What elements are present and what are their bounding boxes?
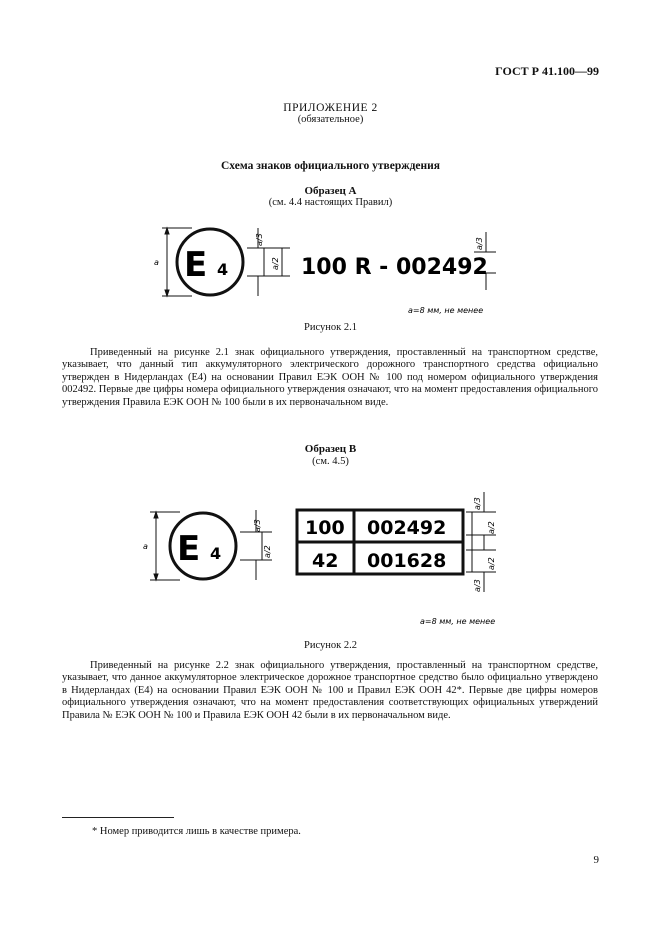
dim-third-label-b2: a/3 xyxy=(473,497,482,510)
dim-third-label-2: a/3 xyxy=(475,237,484,250)
page-number: 9 xyxy=(593,854,599,866)
annex-title: ПРИЛОЖЕНИЕ 2 xyxy=(283,102,378,114)
scheme-title: Схема знаков официального утверждения xyxy=(220,160,441,172)
table-row-2-number: 001628 xyxy=(367,550,447,572)
dim-half-label-b: a/2 xyxy=(263,545,272,558)
sample-a-title: Образец А xyxy=(304,185,357,197)
dim-half-label-b3: a/2 xyxy=(487,557,496,570)
dim-third-label-b3: a/3 xyxy=(473,579,482,592)
approval-number: 100 R - 002492 xyxy=(301,255,488,280)
mark-digit: 4 xyxy=(217,260,229,279)
figure-2-2-caption: Рисунок 2.2 xyxy=(304,640,357,651)
paragraph-1: Приведенный на рисунке 2.1 знак официального утверждения, проставленный на транспортном средстве, указывает, что данный тип аккумуляторного электрического дорожного транспортного средства официально утвержден в Нидерландах (Е4) на основании Правил ЕЭК ООН № 100 под номером официального утверждения 002492. Первые две цифры номера официального утверждения означают, что на момент предоставления официального утверждения Правила ЕЭК ООН № 100 были в их первоначальном виде. xyxy=(62,347,598,408)
min-size-note-b: a=8 мм, не менее xyxy=(420,617,496,626)
footnote: * Номер приводится лишь в качестве примера. xyxy=(92,826,301,837)
dim-half-label: a/2 xyxy=(271,257,280,270)
paragraph-2: Приведенный на рисунке 2.2 знак официального утверждения, проставленный на транспортном средстве, указывает, что данное аккумуляторное электрическое дорожное транспортное средство было официально утверждено в Нидерландах (Е4) на основании Правил ЕЭК ООН № 100 и Правил ЕЭК ООН 42*. Первые две цифры номеров официального утверждения означают, что на момент предоставления соответствующих официальных утверждений Правила № ЕЭК ООН № 100 и Правила ЕЭК ООН 42 были в их первоначальном виде. xyxy=(62,660,598,721)
mark-digit-b: 4 xyxy=(210,544,222,563)
mark-letter: E xyxy=(184,245,208,285)
dim-a-label: a xyxy=(154,258,159,267)
table-row-1-regulation: 100 xyxy=(305,517,345,539)
dim-a-label-b: a xyxy=(143,542,148,551)
min-size-note: a=8 мм, не менее xyxy=(408,306,484,315)
dim-half-label-b2: a/2 xyxy=(487,521,496,534)
dim-third-label: a/3 xyxy=(255,233,264,246)
figure-2-1 xyxy=(0,218,661,318)
mark-letter-b: E xyxy=(177,529,201,569)
table-row-1-number: 002492 xyxy=(367,517,447,539)
table-row-2-regulation: 42 xyxy=(312,550,339,572)
standard-header: ГОСТ Р 41.100—99 xyxy=(495,64,599,78)
dim-third-label-b: a/3 xyxy=(253,519,262,532)
footnote-divider xyxy=(62,817,174,818)
sample-b-title: Образец В xyxy=(304,443,357,455)
sample-b-subtitle: (см. 4.5) xyxy=(312,456,349,467)
sample-a-subtitle: (см. 4.4 настоящих Правил) xyxy=(268,197,393,208)
figure-2-2 xyxy=(0,488,661,628)
figure-2-1-caption: Рисунок 2.1 xyxy=(304,322,357,333)
annex-subtitle: (обязательное) xyxy=(297,114,364,125)
